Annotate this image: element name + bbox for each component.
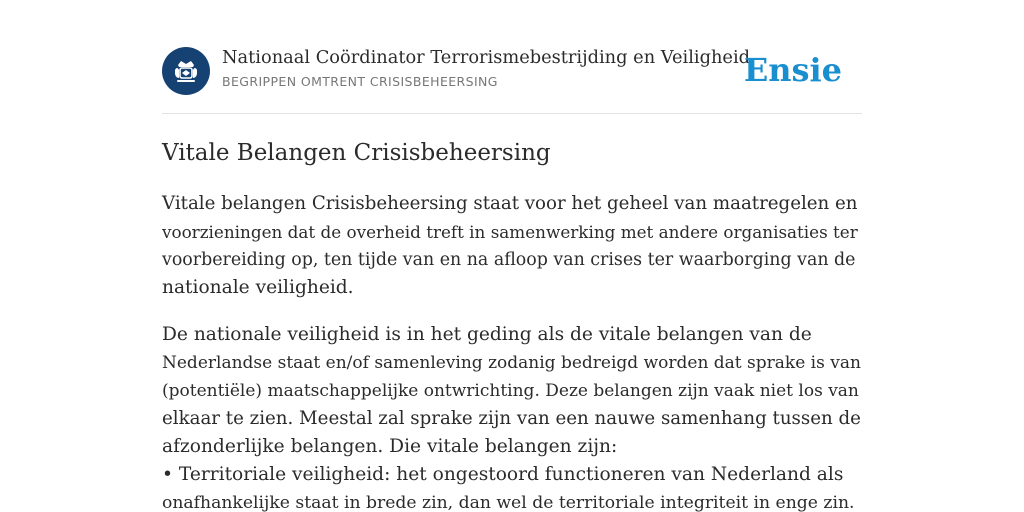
- text-line: Vitale belangen Crisisbeheersing staat voor het geheel van maatregelen en: [162, 193, 858, 214]
- ensie-logo[interactable]: Ensie: [743, 51, 842, 89]
- text-line: voorzieningen dat de overheid treft in samenwerking met andere organisaties ter: [162, 222, 858, 242]
- organization-name: Nationaal Coördinator Terrorismebestrijding en Veiligheid: [222, 47, 751, 68]
- article-body: [162, 190, 862, 512]
- header: [162, 46, 862, 96]
- coat-of-arms-icon[interactable]: [162, 47, 210, 95]
- text-line: onafhankelijke staat in brede zin, dan wel de territoriale integriteit in enge zin.: [162, 493, 855, 512]
- text-line: afzonderlijke belangen. Die vitale belangen zijn:: [162, 436, 618, 457]
- header-divider: [162, 113, 862, 114]
- text-line: elkaar te zien. Meestal zal sprake zijn van een nauwe samenhang tussen de: [162, 408, 861, 429]
- text-line: voorbereiding op, ten tijde van en na afloop van crises ter waarborging van de: [162, 250, 856, 270]
- text-line: Nederlandse staat en/of samenleving zodanig bedreigd worden dat sprake is van: [162, 353, 861, 373]
- explanation-paragraph: [162, 321, 862, 512]
- collection-subtitle[interactable]: BEGRIPPEN OMTRENT CRISISBEHEERSING: [222, 74, 498, 89]
- definition-paragraph: [162, 190, 862, 302]
- text-line: nationale veiligheid.: [162, 277, 354, 298]
- term-title: Vitale Belangen Crisisbeheersing: [162, 140, 551, 166]
- text-line: De nationale veiligheid is in het geding als de vitale belangen van de: [162, 324, 812, 345]
- text-line: (potentiële) maatschappelijke ontwrichting. Deze belangen zijn vaak niet los van: [162, 381, 859, 401]
- list-item: • Territoriale veiligheid: het ongestoord functioneren van Nederland als: [162, 464, 844, 485]
